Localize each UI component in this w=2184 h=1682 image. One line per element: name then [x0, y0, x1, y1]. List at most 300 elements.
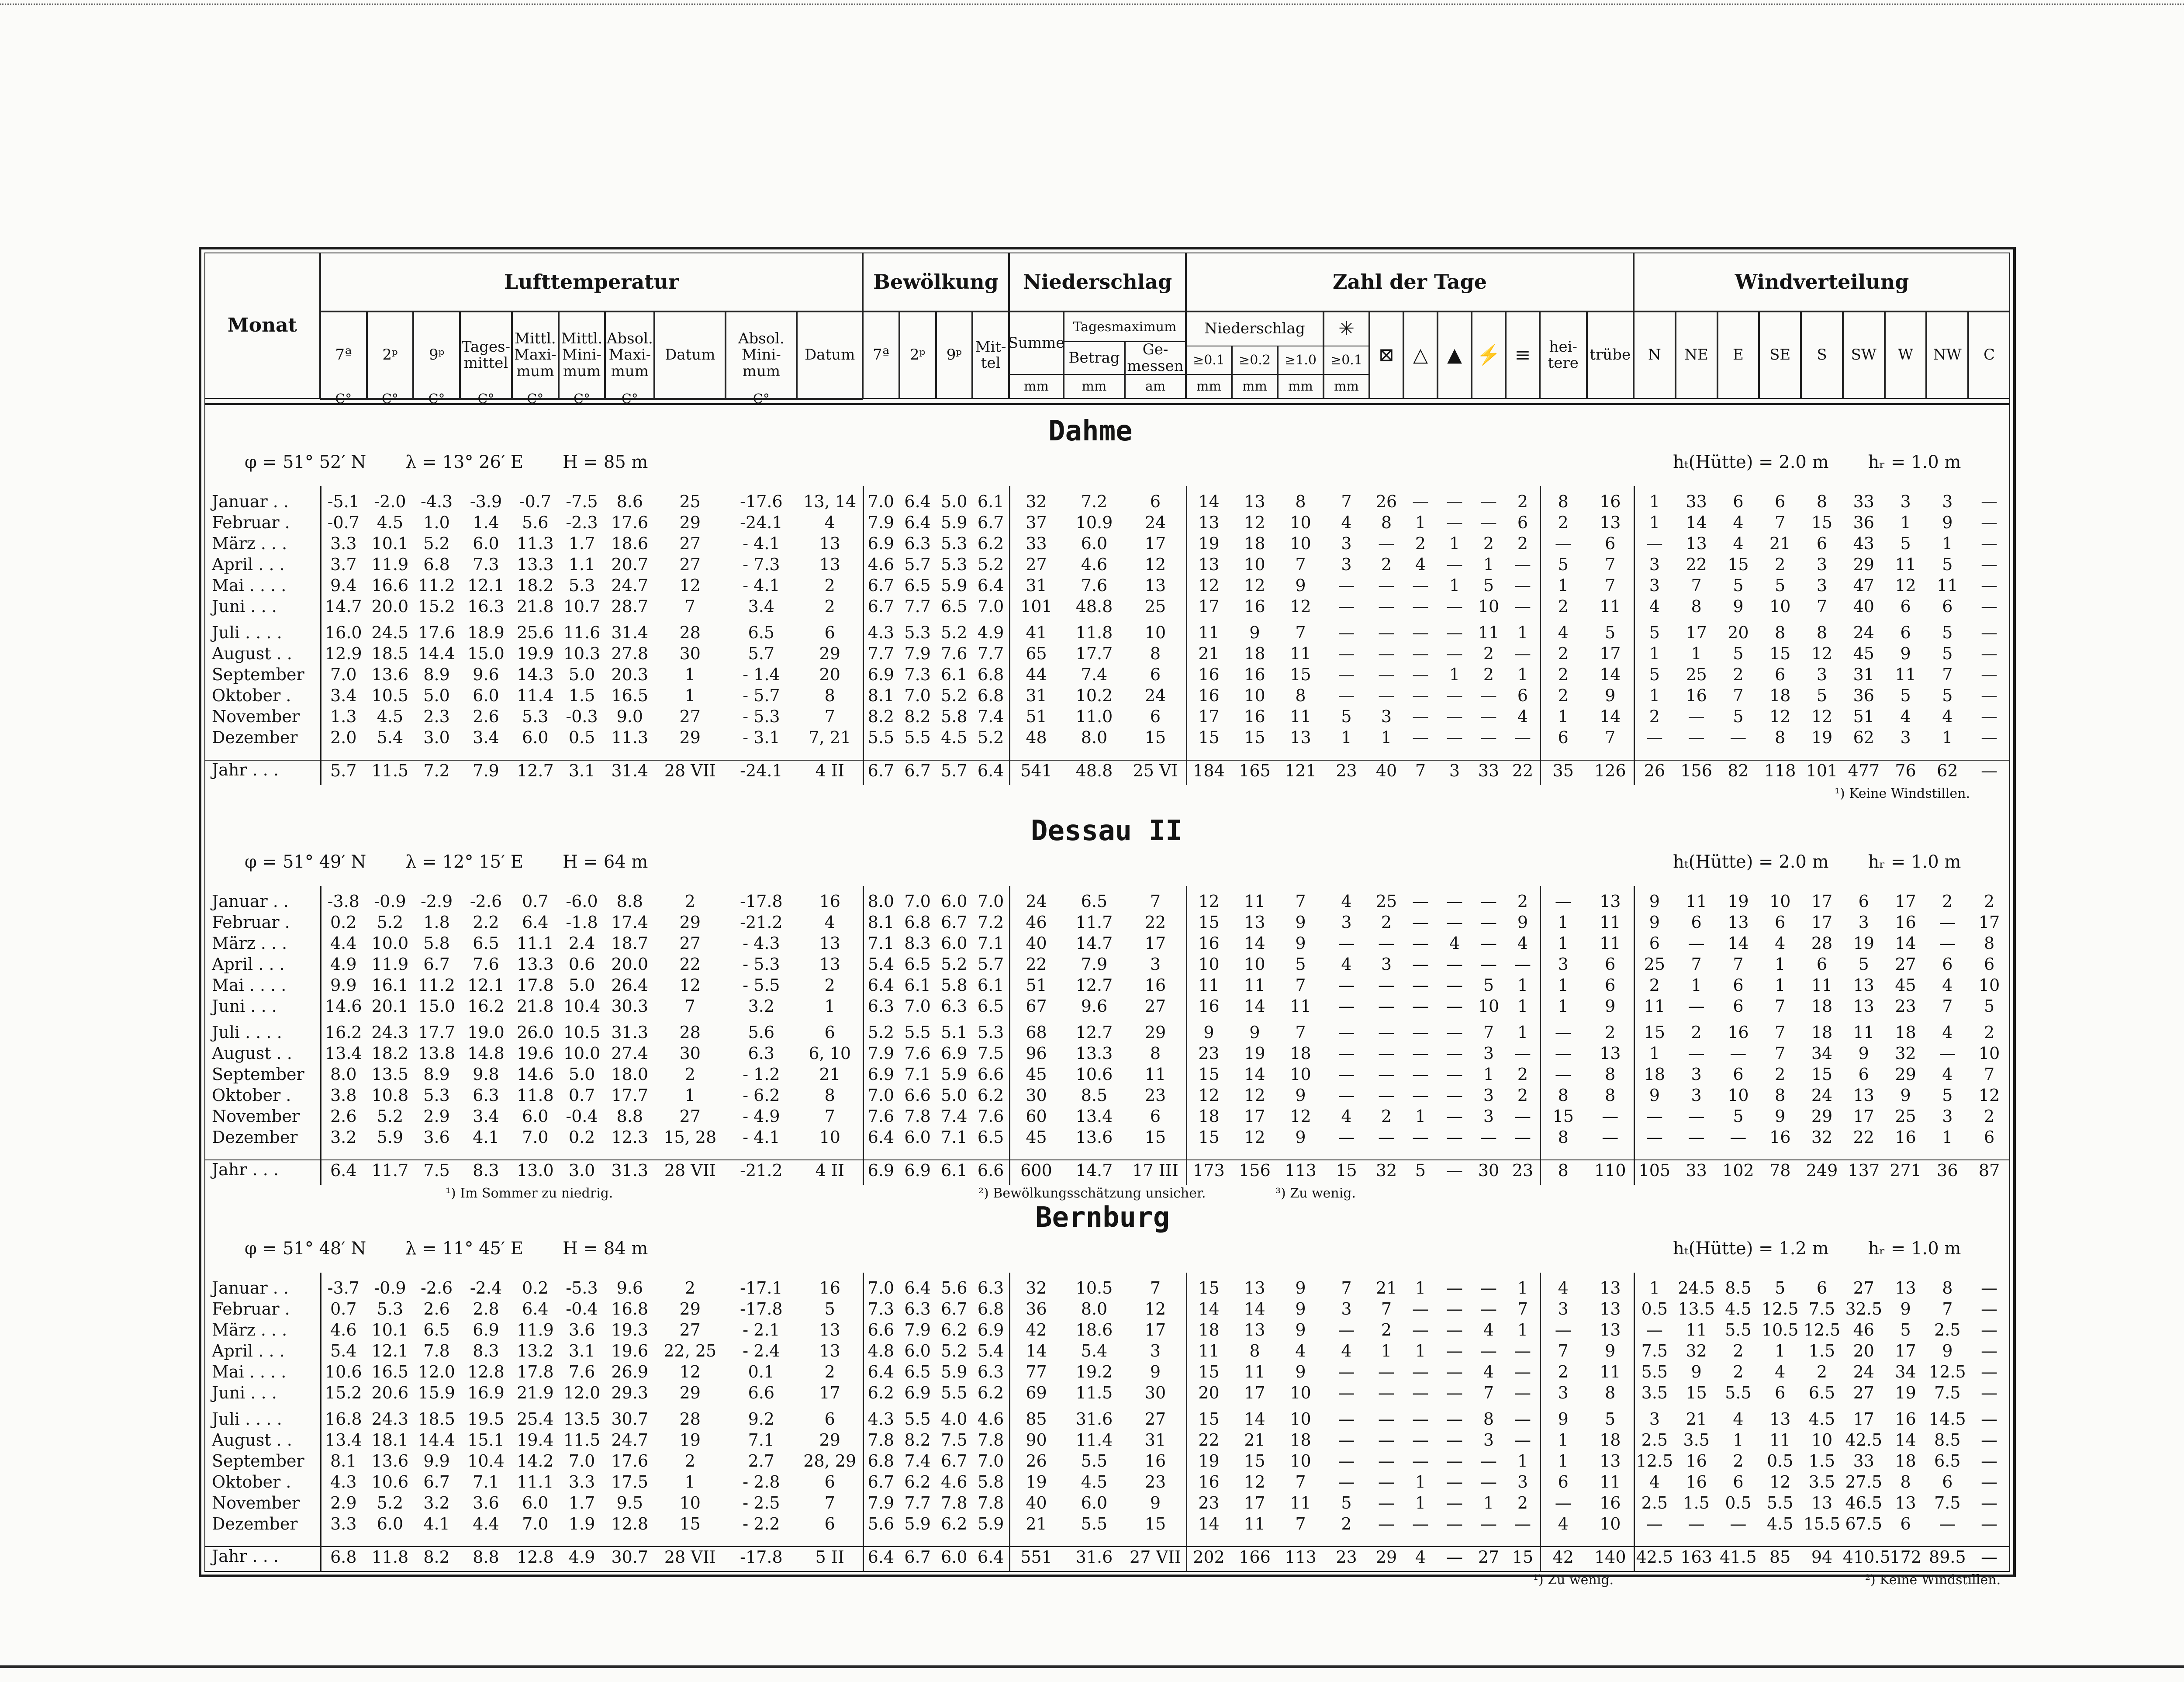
table-cell: 11.9 — [517, 1320, 554, 1339]
table-cell: 2 — [824, 576, 835, 595]
table-cell: 2 — [1984, 1107, 1995, 1126]
table-cell: 9 — [1858, 1044, 1869, 1063]
table-cell: 45 — [1853, 644, 1874, 663]
table-row — [204, 1451, 2010, 1471]
table-cell: 0.7 — [522, 892, 549, 911]
table-cell: 137 — [1848, 1161, 1880, 1180]
table-cell: 29 — [679, 1299, 701, 1319]
table-cell: 7 — [1295, 892, 1306, 911]
table-cell: 4.4 — [473, 1514, 499, 1533]
table-cell: — — [1378, 1362, 1395, 1381]
tage-threshold-3: ≥0.1 — [1324, 346, 1369, 375]
table-cell: 7 — [1691, 576, 1702, 595]
table-cell: 11 — [1853, 1023, 1874, 1042]
table-cell: — — [1338, 1320, 1355, 1339]
table-cell: 3.3 — [568, 1472, 595, 1492]
table-cell: — — [1514, 1128, 1531, 1147]
month-label: November — [212, 1107, 300, 1126]
table-cell: 30 — [1026, 1086, 1047, 1105]
table-cell: 11 — [1198, 623, 1220, 642]
table-cell: 7.5 — [1808, 1299, 1835, 1319]
table-cell: 7.5 — [1641, 1341, 1668, 1360]
table-cell: 15 — [1244, 728, 1265, 747]
table-cell: 10.4 — [563, 997, 601, 1016]
table-cell: — — [1412, 934, 1429, 953]
table-cell: 8.2 — [867, 707, 895, 726]
table-cell: 5.5 — [1725, 1320, 1752, 1339]
table-cell: 33 — [1026, 534, 1047, 553]
table-cell: 14 — [1026, 1341, 1047, 1360]
table-cell: 5.2 — [941, 1341, 968, 1360]
wind-header-w: W — [1885, 311, 1927, 399]
table-cell: 9 — [1900, 1086, 1911, 1105]
table-cell: 7.6 — [941, 644, 968, 663]
table-cell: 1 — [1649, 513, 1660, 532]
table-cell: 4 — [1558, 1514, 1569, 1533]
table-cell: — — [1446, 1044, 1463, 1063]
table-cell: 7.9 — [867, 513, 895, 532]
table-cell: 27 — [679, 1107, 701, 1126]
table-cell: 4.6 — [1081, 555, 1108, 574]
table-cell: 13.4 — [1075, 1107, 1113, 1126]
table-cell: 9 — [1900, 1299, 1911, 1319]
table-cell: 16 — [1728, 1023, 1749, 1042]
table-cell: 13.3 — [517, 555, 554, 574]
table-cell: 4 — [1341, 955, 1352, 974]
table-cell: 7.8 — [977, 1430, 1004, 1450]
table-cell: 2.9 — [330, 1493, 357, 1512]
table-cell: 3 — [1483, 1430, 1494, 1450]
table-cell: 17.6 — [611, 513, 649, 532]
table-cell: 10 — [1769, 892, 1791, 911]
table-cell: 18 — [1811, 997, 1833, 1016]
table-cell: 18 — [1290, 1044, 1311, 1063]
table-cell: 31.6 — [1075, 1547, 1113, 1567]
bew-subheader-1: 2ᵖ — [899, 311, 936, 399]
table-cell: 62 — [1853, 728, 1874, 747]
table-cell: 1 — [1517, 665, 1528, 684]
table-cell: 12.7 — [1075, 1023, 1113, 1042]
table-cell: 12.3 — [611, 1128, 649, 1147]
table-cell: 7.8 — [423, 1341, 450, 1360]
table-cell: 6 — [1691, 913, 1702, 932]
table-cell: — — [1378, 1430, 1395, 1450]
table-cell: 6.5 — [904, 955, 931, 974]
table-cell: - 2.8 — [743, 1472, 780, 1492]
table-cell: 7 — [1775, 997, 1786, 1016]
table-cell: 3 — [1341, 534, 1352, 553]
heitere-header: hei- tere — [1540, 311, 1587, 399]
table-cell: — — [1446, 555, 1463, 574]
table-cell: - 4.3 — [743, 934, 780, 953]
table-cell: 7.6 — [568, 1362, 595, 1381]
table-cell: 6.0 — [904, 1341, 931, 1360]
table-cell: 7 — [1816, 597, 1828, 616]
month-label: Mai . . . . — [212, 976, 287, 995]
wind-header-se: SE — [1759, 311, 1801, 399]
table-cell: -2.6 — [420, 1278, 453, 1298]
month-label: März . . . — [212, 934, 287, 953]
table-cell: 5 — [824, 1299, 835, 1319]
table-row — [204, 1430, 2010, 1450]
table-cell: 8.3 — [904, 934, 931, 953]
table-cell: 6.5 — [1081, 892, 1108, 911]
table-cell: 7.3 — [473, 555, 499, 574]
month-label: April . . . — [212, 555, 285, 574]
table-cell: 19.9 — [517, 644, 554, 663]
month-label: September — [212, 665, 304, 684]
table-cell: 21.8 — [517, 997, 554, 1016]
table-cell: 1 — [1558, 997, 1569, 1016]
jahr-row — [204, 760, 2010, 781]
table-cell: 6 — [1775, 913, 1786, 932]
table-cell: 4 — [1415, 555, 1426, 574]
table-cell: 6.7 — [867, 576, 895, 595]
table-cell: 4.9 — [977, 623, 1004, 642]
table-cell: 12 — [1978, 1086, 2000, 1105]
table-cell: — — [1446, 1472, 1463, 1492]
table-cell: 15.9 — [418, 1383, 455, 1402]
table-cell: 34 — [1811, 1044, 1833, 1063]
table-cell: — — [1939, 934, 1956, 953]
table-cell: 12.5 — [1636, 1451, 1673, 1471]
table-cell: - 5.5 — [743, 976, 780, 995]
table-cell: — — [1514, 597, 1531, 616]
table-cell: 14 — [1244, 997, 1265, 1016]
table-cell: 9 — [1295, 934, 1306, 953]
table-cell: 7 — [1295, 1472, 1306, 1492]
table-cell: 18 — [1895, 1023, 1916, 1042]
table-cell: 5.3 — [904, 623, 931, 642]
table-cell: 46 — [1026, 913, 1047, 932]
table-cell: 5.7 — [977, 955, 1004, 974]
table-cell: 12 — [1244, 1472, 1265, 1492]
table-cell: 8 — [1816, 623, 1828, 642]
table-cell: 20 — [1853, 1341, 1874, 1360]
table-cell: — — [1555, 892, 1572, 911]
table-cell: 8 — [1295, 686, 1306, 705]
table-cell: — — [1338, 934, 1355, 953]
wind-header-ne: NE — [1676, 311, 1717, 399]
temp-subheader-4: Mittl. Maxi- mum — [512, 311, 559, 399]
month-label: Februar . — [212, 1299, 290, 1319]
table-cell: 18 — [1198, 1320, 1220, 1339]
table-cell: 9 — [1649, 1086, 1660, 1105]
table-cell: 6.9 — [867, 1065, 895, 1084]
table-cell: 9 — [1605, 1341, 1616, 1360]
table-cell: 6.9 — [941, 1044, 968, 1063]
table-cell: -21.2 — [740, 1161, 783, 1180]
table-cell: 18.2 — [371, 1044, 409, 1063]
table-cell: 30 — [1144, 1383, 1166, 1402]
table-cell: 8.8 — [616, 1107, 643, 1126]
table-cell: 11.2 — [418, 576, 455, 595]
station-title: Dahme — [1048, 415, 1133, 447]
table-cell: 15 — [1198, 728, 1220, 747]
table-cell: 27 — [1144, 997, 1166, 1016]
table-cell: 18.0 — [611, 1065, 649, 1084]
table-cell: 12.5 — [1929, 1362, 1966, 1381]
table-cell: — — [1338, 976, 1355, 995]
table-cell: 2 — [1558, 665, 1569, 684]
table-cell: — — [1688, 997, 1705, 1016]
table-cell: — — [1446, 1341, 1463, 1360]
table-cell: 3 — [1900, 728, 1911, 747]
table-cell: 12.0 — [563, 1383, 601, 1402]
table-cell: — — [1981, 1451, 1998, 1471]
table-cell: 23 — [1144, 1086, 1166, 1105]
table-cell: 13 — [1198, 555, 1220, 574]
temp-unit-1: C° — [367, 398, 414, 400]
table-cell: 13 — [1853, 1086, 1874, 1105]
table-cell: 15 — [679, 1514, 701, 1533]
table-cell: 5 — [1605, 1409, 1616, 1429]
table-cell: 16.8 — [611, 1299, 649, 1319]
table-cell: 21 — [1375, 1278, 1397, 1298]
station-coordinates — [245, 1239, 687, 1259]
table-cell: 4 — [1341, 1341, 1352, 1360]
table-cell: — — [1446, 623, 1463, 642]
table-cell: 6.5 — [977, 1128, 1004, 1147]
month-label: Dezember — [212, 728, 298, 747]
table-cell: 31.3 — [611, 1161, 649, 1180]
table-cell: — — [1446, 1547, 1463, 1567]
table-cell: 6.0 — [473, 686, 499, 705]
table-cell: — — [1939, 1044, 1956, 1063]
table-cell: — — [1412, 707, 1429, 726]
table-cell: 4 — [1483, 1320, 1494, 1339]
table-cell: 14.8 — [467, 1044, 505, 1063]
table-cell: 7.9 — [1081, 955, 1108, 974]
table-cell: 4.4 — [330, 934, 357, 953]
table-cell: 51 — [1026, 976, 1047, 995]
table-cell: 4 — [1775, 934, 1786, 953]
table-cell: 2.4 — [568, 934, 595, 953]
table-cell: 27 — [679, 534, 701, 553]
table-cell: 5.5 — [904, 1409, 931, 1429]
table-cell: 2.6 — [423, 1299, 450, 1319]
table-cell: 8 — [1249, 1341, 1260, 1360]
table-cell: — — [1981, 1320, 1998, 1339]
month-label: September — [212, 1065, 304, 1084]
table-cell: 202 — [1193, 1547, 1225, 1567]
table-cell: 8.0 — [1081, 728, 1108, 747]
table-cell: 17.6 — [611, 1451, 649, 1471]
table-cell: 6 — [1517, 513, 1528, 532]
table-cell: — — [1514, 1044, 1531, 1063]
table-cell: 10.4 — [467, 1451, 505, 1471]
table-cell: 7.1 — [867, 934, 895, 953]
table-cell: 16.8 — [325, 1409, 362, 1429]
table-cell: 30 — [679, 644, 701, 663]
table-cell: 8 — [1558, 1128, 1569, 1147]
footnote: ²) Bewölkungsschätzung unsicher. — [978, 1186, 1206, 1201]
table-cell: 21 — [1769, 534, 1791, 553]
table-cell: 13 — [1600, 892, 1621, 911]
table-cell: — — [1514, 1430, 1531, 1450]
table-cell: 18.9 — [467, 623, 505, 642]
table-cell: - 4.1 — [743, 576, 780, 595]
hail-icon: △ — [1403, 311, 1438, 399]
table-cell: 19 — [1198, 1451, 1220, 1471]
table-cell: 13 — [1895, 1278, 1916, 1298]
table-cell: 1 — [684, 686, 695, 705]
table-cell: 16 — [1895, 1128, 1916, 1147]
table-cell: 5.0 — [568, 665, 595, 684]
lufttemperatur-header: Lufttemperatur — [320, 253, 863, 311]
table-cell: — — [1688, 934, 1705, 953]
table-cell: 3 — [1381, 707, 1392, 726]
table-cell: - 5.3 — [743, 955, 780, 974]
table-cell: 85 — [1026, 1409, 1047, 1429]
table-cell: — — [1480, 913, 1497, 932]
zahl-der-tage-header: Zahl der Tage — [1186, 253, 1634, 311]
month-label: Juni . . . — [212, 997, 277, 1016]
table-cell: 10 — [1144, 623, 1166, 642]
table-cell: 18 — [1244, 534, 1265, 553]
table-cell: -0.4 — [566, 1107, 598, 1126]
height-hr: hᵣ = 1.0 m — [1868, 852, 1961, 872]
table-cell: — — [1378, 934, 1395, 953]
table-cell: 24 — [1026, 892, 1047, 911]
table-cell: 6.3 — [904, 1299, 931, 1319]
table-cell: 6.4 — [867, 976, 895, 995]
table-cell: 8.3 — [473, 1161, 499, 1180]
table-cell: 7 — [1150, 892, 1161, 911]
table-cell: 47 — [1853, 576, 1874, 595]
table-row — [204, 727, 2010, 748]
table-cell: 13.6 — [1075, 1128, 1113, 1147]
table-cell: 17 — [1144, 1320, 1166, 1339]
table-cell: 12.1 — [467, 976, 505, 995]
column-separator — [1186, 1273, 1187, 1571]
table-cell: -2.4 — [470, 1278, 502, 1298]
table-cell: 22, 25 — [663, 1341, 717, 1360]
table-cell: 15 — [1144, 1128, 1166, 1147]
table-cell: 4 — [1483, 1362, 1494, 1381]
table-cell: 17 — [1895, 892, 1916, 911]
table-cell: — — [1378, 534, 1395, 553]
table-cell: 9 — [1295, 1299, 1306, 1319]
table-cell: — — [1378, 644, 1395, 663]
table-cell: 8 — [1558, 1086, 1569, 1105]
table-cell: 23 — [1336, 761, 1357, 780]
table-cell: 7.6 — [867, 1107, 895, 1126]
table-cell: 165 — [1239, 761, 1271, 780]
table-cell: 1.5 — [1808, 1451, 1835, 1471]
table-cell: — — [1555, 1044, 1572, 1063]
temp-unit-0: C° — [320, 398, 367, 400]
table-cell: 17.7 — [1075, 644, 1113, 663]
table-cell: 1 — [1942, 1128, 1953, 1147]
table-cell: 5.4 — [1081, 1341, 1108, 1360]
month-label: Juni . . . — [212, 1383, 277, 1402]
table-cell: 5 — [1341, 707, 1352, 726]
table-cell: — — [1378, 1383, 1395, 1402]
month-label: Oktober . — [212, 1472, 291, 1492]
table-cell: 6.4 — [977, 1547, 1004, 1567]
table-cell: 2 — [1984, 1023, 1995, 1042]
table-cell: 11 — [1686, 892, 1707, 911]
table-cell: 5.9 — [977, 1514, 1004, 1533]
table-cell: — — [1446, 1065, 1463, 1084]
table-cell: 4 — [824, 913, 835, 932]
table-cell: — — [1480, 1128, 1497, 1147]
table-cell: 21 — [1026, 1514, 1047, 1533]
table-cell: 4.6 — [941, 1472, 968, 1492]
table-cell: 10.6 — [371, 1472, 409, 1492]
table-cell: — — [1338, 597, 1355, 616]
table-cell: 14 — [1244, 1299, 1265, 1319]
table-cell: 5.9 — [941, 1362, 968, 1381]
table-cell: 6 — [1558, 1472, 1569, 1492]
table-cell: 16 — [1244, 597, 1265, 616]
table-cell: 1 — [1649, 1044, 1660, 1063]
table-cell: 113 — [1285, 1161, 1317, 1180]
table-cell: — — [1555, 1493, 1572, 1512]
table-cell: 6 — [1733, 1472, 1744, 1492]
table-cell: 7.1 — [473, 1472, 499, 1492]
table-cell: 24 — [1853, 623, 1874, 642]
table-cell: 24.3 — [371, 1409, 409, 1429]
month-label: November — [212, 707, 300, 726]
table-cell: 17 — [819, 1383, 840, 1402]
table-cell: 15.1 — [467, 1430, 505, 1450]
table-cell: 118 — [1764, 761, 1796, 780]
table-cell: 16.1 — [371, 976, 409, 995]
table-cell: 6.5 — [904, 576, 931, 595]
column-separator — [1634, 486, 1635, 785]
table-cell: 11.5 — [563, 1430, 601, 1450]
table-cell: 42 — [1026, 1320, 1047, 1339]
table-cell: 5.0 — [568, 1065, 595, 1084]
table-cell: 19 — [1026, 1472, 1047, 1492]
table-cell: 5 — [1900, 686, 1911, 705]
table-cell: 4.3 — [867, 1409, 895, 1429]
table-cell: 7 — [824, 1107, 835, 1126]
table-cell: 3 — [1517, 1472, 1528, 1492]
table-cell: 7.9 — [904, 644, 931, 663]
table-cell: — — [1981, 1341, 1998, 1360]
temp-subheader-8: Absol. Mini- mum — [726, 311, 797, 399]
table-cell: 173 — [1193, 1161, 1225, 1180]
table-cell: 14.7 — [325, 597, 362, 616]
table-cell: 6.3 — [977, 1362, 1004, 1381]
table-cell: 6 — [1942, 597, 1953, 616]
table-cell: 13 — [1686, 534, 1707, 553]
table-cell: 29.3 — [611, 1383, 649, 1402]
table-cell: 13 — [1144, 576, 1166, 595]
table-cell: 1 — [1558, 976, 1569, 995]
table-cell: 18.2 — [517, 576, 554, 595]
table-cell: — — [1646, 1107, 1663, 1126]
table-cell: — — [1412, 1514, 1429, 1533]
table-cell: 2 — [1984, 892, 1995, 911]
table-cell: - 1.4 — [743, 665, 780, 684]
table-cell: 12 — [1244, 1086, 1265, 1105]
table-cell: 6.9 — [867, 534, 895, 553]
table-cell: 6.4 — [977, 576, 1004, 595]
table-cell: 6 — [1900, 623, 1911, 642]
table-cell: 7.6 — [1081, 576, 1108, 595]
table-cell: 5.5 — [941, 1383, 968, 1402]
table-cell: 13.6 — [371, 665, 409, 684]
table-cell: 5 — [1942, 644, 1953, 663]
table-cell: 48.8 — [1075, 761, 1113, 780]
table-cell: — — [1514, 728, 1531, 747]
table-cell: — — [1412, 1299, 1429, 1319]
table-cell: 15 — [1198, 1128, 1220, 1147]
